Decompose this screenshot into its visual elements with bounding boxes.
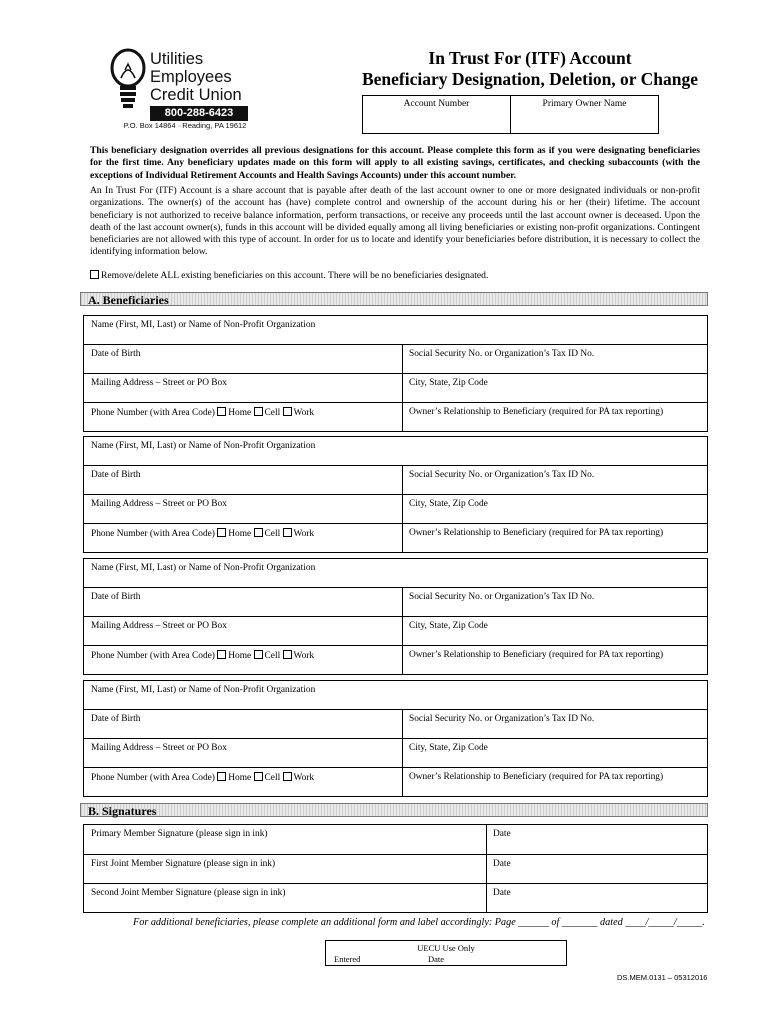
uecu-use-only-box (325, 940, 567, 966)
phone-home-checkbox[interactable] (217, 650, 226, 659)
phone-cell-label: Cell (264, 529, 281, 539)
form-code: DS.MEM.0131 – 05312016 (617, 973, 708, 982)
phone-work-checkbox[interactable] (283, 407, 292, 416)
phone-home-checkbox[interactable] (217, 772, 226, 781)
phone-work-checkbox[interactable] (283, 650, 292, 659)
beneficiary-phone-group (91, 650, 314, 661)
beneficiary-relationship-label: Owner’s Relationship to Beneficiary (required for PA tax reporting) (409, 650, 664, 660)
uecu-entered-label: Entered (334, 954, 361, 964)
beneficiary-phone-label: Phone Number (with Area Code) (91, 651, 215, 661)
logo-address: P.O. Box 14864 · Reading, PA 19612 (123, 121, 247, 130)
beneficiary-ssn-label: Social Security No. or Organization’s Tax ID No. (409, 349, 595, 359)
beneficiary-ssn-label: Social Security No. or Organization’s Tax ID No. (409, 470, 595, 480)
account-number-field[interactable]: Account Number (403, 99, 470, 109)
beneficiary-ssn-label: Social Security No. or Organization’s Tax ID No. (409, 592, 595, 602)
phone-home-checkbox[interactable] (217, 528, 226, 537)
beneficiary-dob-row[interactable] (84, 344, 707, 373)
beneficiary-block (83, 315, 708, 432)
signatures-table (83, 824, 708, 913)
account-info-box (362, 95, 659, 134)
phone-work-checkbox[interactable] (283, 772, 292, 781)
uecu-date-label: Date (428, 954, 445, 964)
beneficiary-address-label: Mailing Address – Street or PO Box (91, 499, 227, 509)
phone-home-label: Home (228, 408, 252, 418)
signature-row-first-joint[interactable] (84, 854, 707, 883)
beneficiary-name-label: Name (First, MI, Last) or Name of Non-Profit Organization (91, 563, 316, 573)
signature-label: Primary Member Signature (please sign in ink) (91, 829, 268, 839)
beneficiary-phone-label: Phone Number (with Area Code) (91, 529, 215, 539)
beneficiary-address-row[interactable] (84, 494, 707, 523)
beneficiary-name-label: Name (First, MI, Last) or Name of Non-Profit Organization (91, 320, 316, 330)
beneficiary-phone-group (91, 528, 314, 539)
beneficiary-dob-label: Date of Birth (91, 349, 141, 359)
phone-work-label: Work (293, 408, 315, 418)
beneficiary-city-label: City, State, Zip Code (409, 743, 488, 753)
beneficiary-name-row[interactable] (84, 559, 707, 587)
beneficiary-phone-row[interactable] (84, 767, 707, 796)
beneficiary-address-row[interactable] (84, 616, 707, 645)
beneficiary-name-label: Name (First, MI, Last) or Name of Non-Profit Organization (91, 685, 316, 695)
beneficiary-dob-label: Date of Birth (91, 714, 141, 724)
beneficiary-block (83, 558, 708, 675)
phone-work-checkbox[interactable] (283, 528, 292, 537)
phone-home-label: Home (228, 773, 252, 783)
beneficiary-phone-row[interactable] (84, 402, 707, 431)
primary-owner-name-field[interactable]: Primary Owner Name (510, 96, 658, 133)
beneficiary-phone-label: Phone Number (with Area Code) (91, 408, 215, 418)
signature-label: Second Joint Member Signature (please sign in ink) (91, 888, 286, 898)
beneficiary-dob-label: Date of Birth (91, 592, 141, 602)
additional-beneficiaries-note: For additional beneficiaries, please complete an additional form and label accordingly: Page ______ of _______ dated ____/_____/_____. (133, 917, 705, 928)
remove-beneficiaries-option[interactable] (90, 270, 700, 282)
remove-all-checkbox[interactable] (90, 270, 99, 279)
beneficiary-city-label: City, State, Zip Code (409, 621, 488, 631)
phone-cell-checkbox[interactable] (254, 528, 263, 537)
phone-cell-checkbox[interactable] (254, 650, 263, 659)
beneficiary-block (83, 436, 708, 553)
signature-date-label: Date (493, 859, 511, 869)
phone-home-label: Home (228, 529, 252, 539)
beneficiary-name-row[interactable] (84, 681, 707, 709)
beneficiary-phone-row[interactable] (84, 645, 707, 674)
beneficiary-relationship-label: Owner’s Relationship to Beneficiary (required for PA tax reporting) (409, 528, 664, 538)
beneficiary-address-label: Mailing Address – Street or PO Box (91, 378, 227, 388)
form-subtitle: Beneficiary Designation, Deletion, or Change (361, 69, 699, 89)
beneficiary-city-label: City, State, Zip Code (409, 499, 488, 509)
beneficiary-address-label: Mailing Address – Street or PO Box (91, 743, 227, 753)
phone-home-checkbox[interactable] (217, 407, 226, 416)
signature-label: First Joint Member Signature (please sign in ink) (91, 859, 276, 869)
beneficiary-phone-row[interactable] (84, 523, 707, 552)
beneficiary-relationship-label: Owner’s Relationship to Beneficiary (required for PA tax reporting) (409, 407, 664, 417)
beneficiary-name-label: Name (First, MI, Last) or Name of Non-Profit Organization (91, 441, 316, 451)
logo-line-employees: Employees (150, 68, 232, 86)
beneficiary-dob-label: Date of Birth (91, 470, 141, 480)
beneficiary-block (83, 680, 708, 797)
intro-bold-paragraph: This beneficiary designation overrides all previous designations for this account. Please complete this form as if you were designating beneficiaries for the first time. Any beneficiary updates made on this form will apply to all existing savings, certificates, and checking subaccounts (with the exceptions of Individual Retirement Accounts and Health Savings Accounts) under this account number. (90, 145, 700, 181)
intro-paragraph: An In Trust For (ITF) Account is a share account that is payable after death of the last account owner to one or more designated individuals or non-profit organizations. The owner(s) of the account has (have) complete control and ownership of the account during his or her (their) lifetime. The account beneficiary is not authorized to receive balance information, perform transactions, or receive any proceeds until the last account owner is deceased. Upon the death of the last account owner(s), funds in this account will be divided equally among all living beneficiaries or existing non-profit organizations. Contingent beneficiaries are not allowed with this type of account. In order for us to locate and identify your beneficiaries before distribution, it is necessary to collect the identifying information below. (90, 185, 700, 258)
beneficiary-phone-group (91, 772, 314, 783)
section-a-header: A. Beneficiaries (80, 292, 708, 306)
phone-cell-label: Cell (264, 651, 281, 661)
beneficiary-ssn-label: Social Security No. or Organization’s Tax ID No. (409, 714, 595, 724)
uecu-use-title: UECU Use Only (417, 943, 475, 953)
signature-date-label: Date (493, 888, 511, 898)
logo-phone: 800-288-6423 (150, 106, 248, 121)
phone-work-label: Work (293, 651, 315, 661)
section-b-header: B. Signatures (80, 803, 708, 817)
beneficiary-name-row[interactable] (84, 316, 707, 344)
remove-option-label: Remove/delete ALL existing beneficiaries on this account. There will be no beneficiaries designated. (101, 270, 489, 281)
beneficiary-address-label: Mailing Address – Street or PO Box (91, 621, 227, 631)
signature-row-second-joint[interactable] (84, 883, 707, 912)
phone-cell-label: Cell (264, 773, 281, 783)
beneficiary-relationship-label: Owner’s Relationship to Beneficiary (required for PA tax reporting) (409, 772, 664, 782)
beneficiary-name-row[interactable] (84, 437, 707, 465)
signature-date-label: Date (493, 829, 511, 839)
lightbulb-icon (108, 48, 148, 110)
form-title: In Trust For (ITF) Account (428, 48, 632, 68)
phone-cell-checkbox[interactable] (254, 772, 263, 781)
beneficiary-dob-row[interactable] (84, 709, 707, 738)
logo-line-utilities: Utilities (150, 50, 204, 68)
phone-work-label: Work (293, 529, 315, 539)
beneficiary-address-row[interactable] (84, 738, 707, 767)
phone-home-label: Home (228, 651, 252, 661)
phone-cell-checkbox[interactable] (254, 407, 263, 416)
beneficiary-address-row[interactable] (84, 373, 707, 402)
beneficiary-dob-row[interactable] (84, 587, 707, 616)
credit-union-logo (108, 48, 258, 130)
beneficiary-phone-label: Phone Number (with Area Code) (91, 773, 215, 783)
beneficiary-dob-row[interactable] (84, 465, 707, 494)
beneficiary-phone-group (91, 407, 314, 418)
phone-work-label: Work (293, 773, 315, 783)
beneficiary-city-label: City, State, Zip Code (409, 378, 488, 388)
signature-row-primary[interactable] (84, 825, 707, 854)
logo-line-credit-union: Credit Union (150, 86, 242, 104)
phone-cell-label: Cell (264, 408, 281, 418)
